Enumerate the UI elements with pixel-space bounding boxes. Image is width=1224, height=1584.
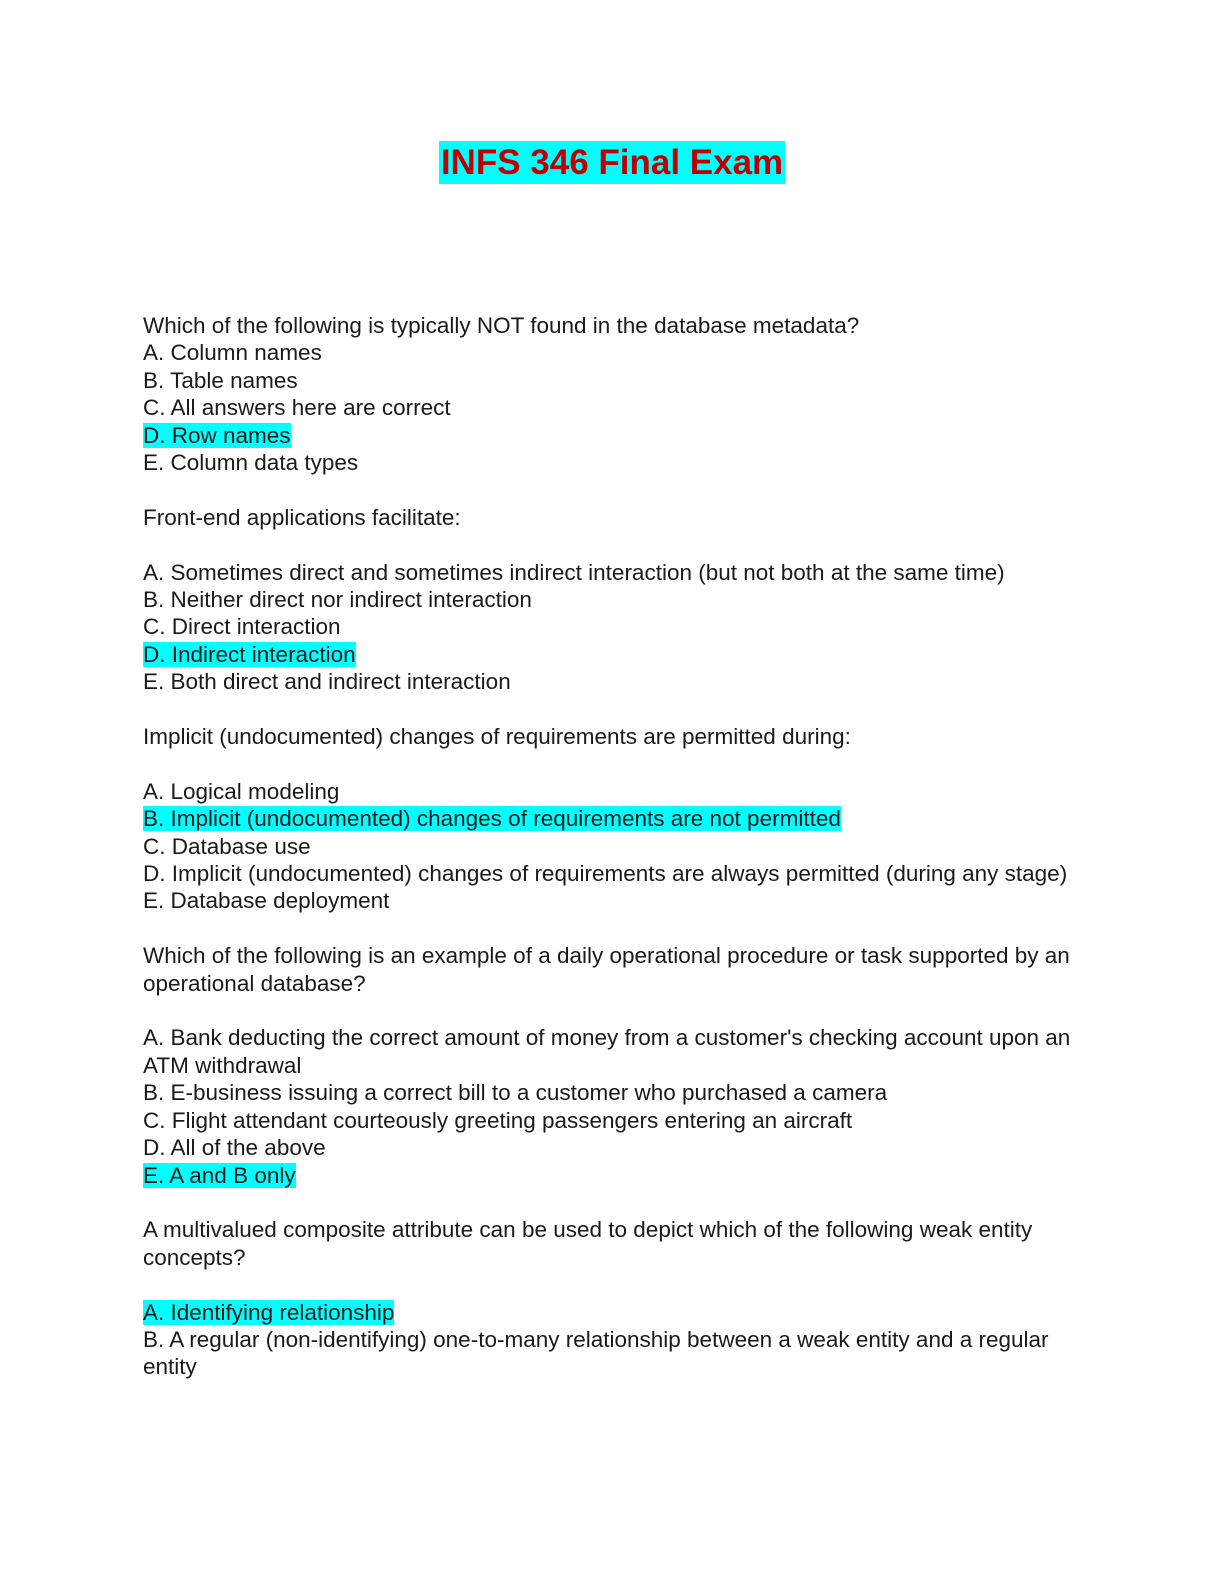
answer-option: C. Flight attendant courteously greeting passengers entering an aircraft	[143, 1107, 853, 1133]
answer-option: C. All answers here are correct	[143, 395, 451, 421]
answer-option: D. All of the above	[143, 1135, 326, 1161]
answer-option-correct: B. Implicit (undocumented) changes of requirements are not permitted	[143, 806, 841, 832]
answer-option: E. Database deployment	[143, 888, 390, 914]
question-prompt: Implicit (undocumented) changes of requirements are permitted during:	[143, 724, 851, 750]
exam-title: INFS 346 Final Exam	[440, 143, 784, 182]
answer-option: A. Bank deducting the correct amount of money from a customer's checking account upon an ATM withdrawal	[143, 1025, 1071, 1078]
answer-option: A. Sometimes direct and sometimes indirect interaction (but not both at the same time)	[143, 559, 1005, 585]
question-prompt: A multivalued composite attribute can be used to depict which of the following weak entity concepts?	[143, 1217, 1033, 1270]
answer-option-correct: E. A and B only	[143, 1162, 296, 1188]
answer-option: C. Direct interaction	[143, 614, 341, 640]
title-container	[0, 141, 1224, 184]
answer-option: D. Implicit (undocumented) changes of requirements are always permitted (during any stage)	[143, 861, 1068, 887]
answer-option: B. Table names	[143, 367, 298, 393]
answer-option-correct: D. Indirect interaction	[143, 641, 356, 667]
question-prompt: Which of the following is typically NOT found in the database metadata?	[143, 313, 860, 338]
answer-option: A. Column names	[143, 340, 322, 366]
answer-option-correct: A. Identifying relationship	[143, 1299, 395, 1325]
answer-option-correct: D. Row names	[143, 422, 291, 448]
answer-option: E. Column data types	[143, 450, 359, 476]
answer-option: B. Neither direct nor indirect interaction	[143, 587, 532, 613]
answer-option: C. Database use	[143, 833, 311, 859]
question-prompt: Front-end applications facilitate:	[143, 504, 461, 530]
question-prompt: Which of the following is an example of a daily operational procedure or task supported by an operational database?	[143, 943, 1070, 996]
answer-option: E. Both direct and indirect interaction	[143, 669, 511, 695]
answer-option: B. E-business issuing a correct bill to a customer who purchased a camera	[143, 1080, 888, 1106]
answer-option: B. A regular (non-identifying) one-to-many relationship between a weak entity and a regular entity	[143, 1326, 1049, 1380]
answer-option: A. Logical modeling	[143, 778, 340, 804]
question-list	[143, 312, 1073, 1381]
